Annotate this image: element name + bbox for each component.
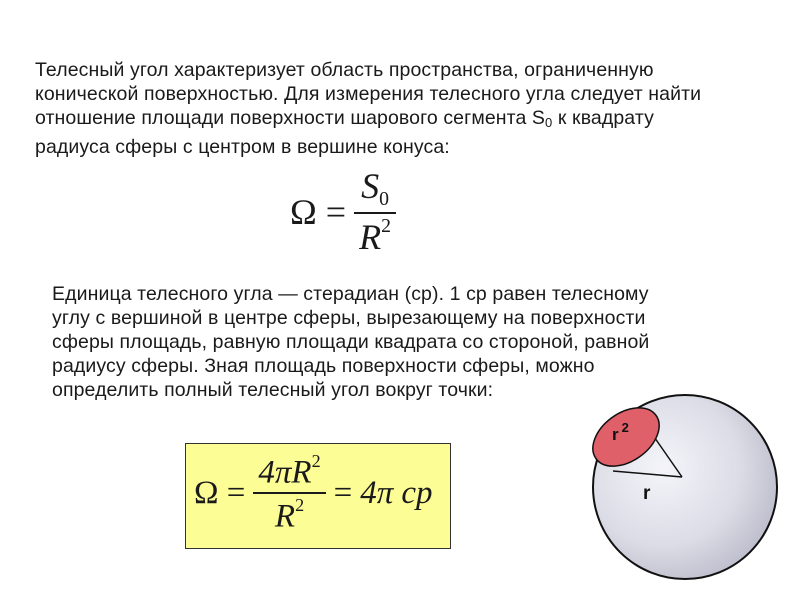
formula1-num-subscript: 0 [379, 187, 389, 210]
intro-line-3 [35, 106, 701, 135]
formula1-den-symbol: R [359, 216, 382, 257]
formula2-value: 4π [360, 474, 394, 511]
steradian-line-1: Единица телесного угла — стерадиан (ср). 1 ср равен телесному [52, 283, 649, 305]
steradian-line-3: сферы площадь, равную площади квадрата со стороной, равной [52, 331, 650, 353]
cap-area-label: r $^2$ [612, 420, 629, 444]
full-solid-angle-formula [194, 452, 433, 534]
steradian-paragraph [52, 282, 649, 402]
sphere-cone-diagram [585, 385, 785, 600]
formula1-den-superscript: 2 [381, 214, 391, 237]
formula2-denominator [270, 496, 309, 534]
formula1-num-symbol: S [361, 166, 380, 206]
radius-label: r [643, 483, 651, 504]
steradian-line-4: радиусу сферы. Зная площадь поверхности сферы, можно [52, 355, 595, 377]
formula1-denominator [354, 216, 396, 257]
formula2-den-superscript: 2 [295, 495, 305, 516]
intro-paragraph [35, 58, 701, 159]
segment-area-subscript: 0 [545, 115, 553, 130]
intro-line-4: радиуса сферы с центром в вершине конуса: [35, 136, 450, 158]
formula2-numerator [253, 452, 325, 490]
formula1-numerator [356, 168, 394, 210]
formula2-fraction [253, 452, 325, 534]
formula2-equals: = [333, 474, 353, 511]
formula2-num-expr: 4πR [258, 454, 312, 491]
intro-line-1: Телесный угол характеризует область пространства, ограниченную [35, 59, 654, 81]
intro-line-2: конической поверхностью. Для измерения телесного угла следует найти [35, 83, 702, 105]
formula2-lhs: Ω = [194, 474, 246, 511]
formula2-unit: ср [401, 474, 433, 511]
intro-line-3-start: отношение площади поверхности шарового сегмента S [35, 107, 546, 129]
formula2-fraction-bar [253, 492, 325, 494]
solid-angle-definition-formula [290, 168, 396, 256]
steradian-line-5: определить полный телесный угол вокруг точки: [52, 379, 494, 401]
steradian-line-2: углу с вершиной в центре сферы, вырезающему на поверхности [52, 307, 646, 329]
formula1-lhs: Ω = [290, 192, 347, 233]
formula2-den-symbol: R [274, 498, 296, 535]
full-solid-angle-formula-box [185, 443, 451, 549]
formula1-fraction [354, 168, 396, 256]
formula2-num-superscript: 2 [311, 451, 321, 471]
formula1-fraction-bar [354, 212, 396, 214]
intro-line-3-end: к квадрату [552, 107, 654, 129]
